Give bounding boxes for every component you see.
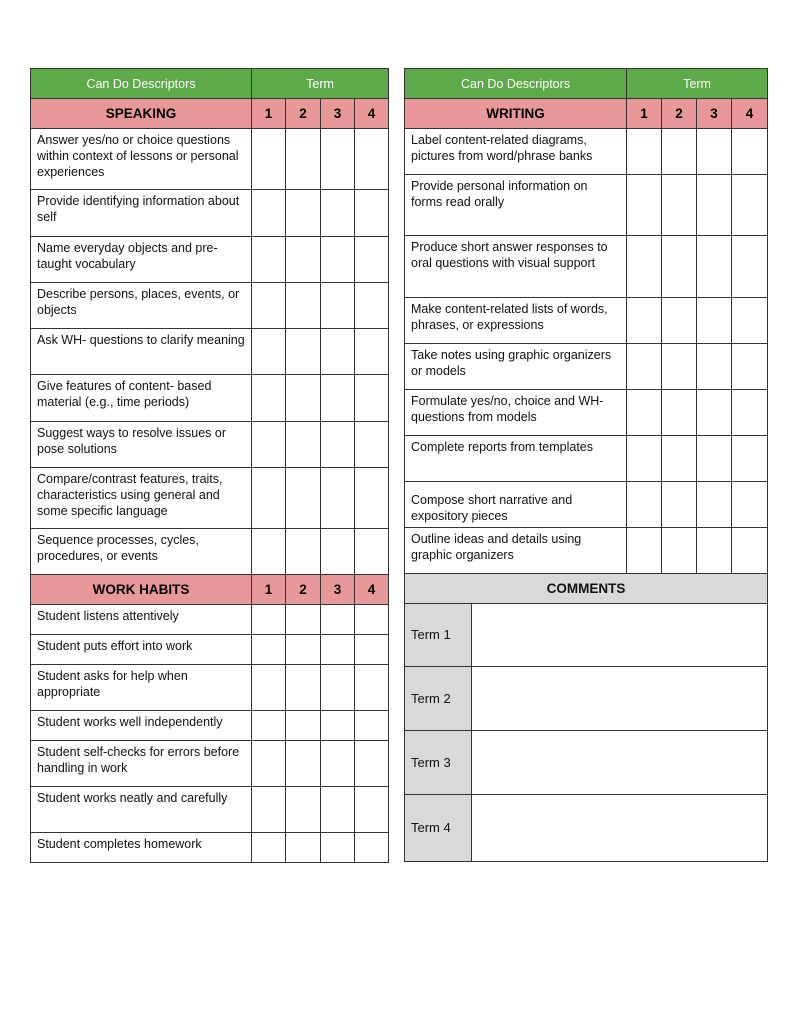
rating-cell[interactable] bbox=[252, 283, 286, 329]
rating-cell[interactable] bbox=[697, 298, 732, 344]
speaking-row bbox=[31, 129, 389, 190]
writing-row bbox=[405, 175, 768, 236]
rating-cell[interactable] bbox=[286, 329, 321, 375]
rating-cell[interactable] bbox=[732, 436, 768, 482]
rating-cell[interactable] bbox=[252, 665, 286, 711]
rating-cell[interactable] bbox=[697, 482, 732, 528]
rating-cell[interactable] bbox=[355, 190, 389, 237]
rating-cell[interactable] bbox=[286, 635, 321, 665]
term-number: 3 bbox=[321, 575, 355, 605]
rating-cell[interactable] bbox=[286, 422, 321, 468]
work-habits-row bbox=[31, 833, 389, 863]
rating-cell[interactable] bbox=[662, 436, 697, 482]
left-header-row bbox=[31, 69, 389, 99]
writing-header-row bbox=[405, 99, 768, 129]
rating-cell[interactable] bbox=[662, 528, 697, 574]
rating-cell[interactable] bbox=[252, 741, 286, 787]
speaking-title: SPEAKING bbox=[31, 99, 252, 129]
left-report-table bbox=[30, 68, 389, 863]
rating-cell[interactable] bbox=[252, 635, 286, 665]
descriptor-text: Label content-related diagrams, pictures from word/phrase banks bbox=[405, 129, 627, 175]
descriptor-text: Answer yes/no or choice questions within context of lessons or personal experiences bbox=[31, 129, 252, 190]
comment-row bbox=[405, 731, 768, 795]
rating-cell[interactable] bbox=[286, 787, 321, 833]
speaking-row bbox=[31, 237, 389, 283]
descriptor-text: Student puts effort into work bbox=[31, 635, 252, 665]
rating-cell[interactable] bbox=[252, 833, 286, 863]
rating-cell[interactable] bbox=[627, 129, 662, 175]
comment-row bbox=[405, 667, 768, 731]
term-number: 3 bbox=[321, 99, 355, 129]
rating-cell[interactable] bbox=[355, 665, 389, 711]
comment-term-label: Term 2 bbox=[405, 667, 472, 731]
rating-cell[interactable] bbox=[286, 237, 321, 283]
rating-cell[interactable] bbox=[321, 833, 355, 863]
descriptor-text: Take notes using graphic organizers or models bbox=[405, 344, 627, 390]
rating-cell[interactable] bbox=[321, 422, 355, 468]
rating-cell[interactable] bbox=[697, 390, 732, 436]
descriptor-text: Describe persons, places, events, or objects bbox=[31, 283, 252, 329]
rating-cell[interactable] bbox=[252, 529, 286, 575]
comment-field[interactable] bbox=[472, 667, 768, 731]
rating-cell[interactable] bbox=[321, 329, 355, 375]
term-number: 4 bbox=[732, 99, 768, 129]
rating-cell[interactable] bbox=[732, 390, 768, 436]
work-habits-row bbox=[31, 665, 389, 711]
rating-cell[interactable] bbox=[252, 190, 286, 237]
rating-cell[interactable] bbox=[286, 190, 321, 237]
speaking-row bbox=[31, 329, 389, 375]
writing-row bbox=[405, 236, 768, 298]
rating-cell[interactable] bbox=[252, 468, 286, 529]
rating-cell[interactable] bbox=[732, 528, 768, 574]
descriptor-text: Student asks for help when appropriate bbox=[31, 665, 252, 711]
comment-term-label: Term 1 bbox=[405, 604, 472, 667]
descriptor-text: Make content-related lists of words, phrases, or expressions bbox=[405, 298, 627, 344]
rating-cell[interactable] bbox=[355, 237, 389, 283]
speaking-row bbox=[31, 190, 389, 237]
term-number: 3 bbox=[697, 99, 732, 129]
right-report-table bbox=[404, 68, 768, 862]
rating-cell[interactable] bbox=[355, 711, 389, 741]
rating-cell[interactable] bbox=[286, 468, 321, 529]
comment-row bbox=[405, 795, 768, 862]
work-habits-title: WORK HABITS bbox=[31, 575, 252, 605]
rating-cell[interactable] bbox=[355, 741, 389, 787]
rating-cell[interactable] bbox=[627, 298, 662, 344]
rating-cell[interactable] bbox=[662, 390, 697, 436]
rating-cell[interactable] bbox=[321, 711, 355, 741]
comments-title: COMMENTS bbox=[405, 574, 768, 604]
descriptor-text: Ask WH- questions to clarify meaning bbox=[31, 329, 252, 375]
term-number: 4 bbox=[355, 575, 389, 605]
rating-cell[interactable] bbox=[252, 787, 286, 833]
rating-cell[interactable] bbox=[697, 528, 732, 574]
rating-cell[interactable] bbox=[355, 468, 389, 529]
rating-cell[interactable] bbox=[697, 129, 732, 175]
rating-cell[interactable] bbox=[697, 344, 732, 390]
rating-cell[interactable] bbox=[252, 422, 286, 468]
rating-cell[interactable] bbox=[286, 605, 321, 635]
rating-cell[interactable] bbox=[662, 236, 697, 298]
rating-cell[interactable] bbox=[252, 375, 286, 422]
work-habits-row bbox=[31, 605, 389, 635]
rating-cell[interactable] bbox=[355, 329, 389, 375]
rating-cell[interactable] bbox=[732, 298, 768, 344]
work-habits-row bbox=[31, 741, 389, 787]
work-habits-header-row bbox=[31, 575, 389, 605]
descriptor-text: Provide personal information on forms read orally bbox=[405, 175, 627, 236]
speaking-row bbox=[31, 422, 389, 468]
term-number: 2 bbox=[286, 575, 321, 605]
rating-cell[interactable] bbox=[697, 236, 732, 298]
work-habits-row bbox=[31, 711, 389, 741]
rating-cell[interactable] bbox=[627, 344, 662, 390]
rating-cell[interactable] bbox=[321, 190, 355, 237]
term-number: 4 bbox=[355, 99, 389, 129]
term-number: 1 bbox=[252, 99, 286, 129]
writing-row bbox=[405, 298, 768, 344]
descriptor-text: Give features of content- based material (e.g., time periods) bbox=[31, 375, 252, 422]
speaking-row bbox=[31, 375, 389, 422]
writing-row bbox=[405, 344, 768, 390]
term-header: Term bbox=[252, 69, 389, 99]
comments-header-row bbox=[405, 574, 768, 604]
rating-cell[interactable] bbox=[355, 833, 389, 863]
descriptors-header: Can Do Descriptors bbox=[405, 69, 627, 99]
descriptor-text: Student works neatly and carefully bbox=[31, 787, 252, 833]
descriptor-text: Student listens attentively bbox=[31, 605, 252, 635]
term-header: Term bbox=[627, 69, 768, 99]
writing-title: WRITING bbox=[405, 99, 627, 129]
rating-cell[interactable] bbox=[321, 237, 355, 283]
rating-cell[interactable] bbox=[662, 482, 697, 528]
descriptor-text: Student self-checks for errors before handling in work bbox=[31, 741, 252, 787]
rating-cell[interactable] bbox=[286, 833, 321, 863]
rating-cell[interactable] bbox=[732, 482, 768, 528]
rating-cell[interactable] bbox=[697, 175, 732, 236]
rating-cell[interactable] bbox=[252, 129, 286, 190]
rating-cell[interactable] bbox=[662, 298, 697, 344]
writing-row bbox=[405, 390, 768, 436]
rating-cell[interactable] bbox=[321, 605, 355, 635]
term-number: 2 bbox=[286, 99, 321, 129]
rating-cell[interactable] bbox=[321, 741, 355, 787]
comment-field[interactable] bbox=[472, 731, 768, 795]
descriptor-text: Compose short narrative and expository pieces bbox=[405, 482, 627, 528]
rating-cell[interactable] bbox=[355, 129, 389, 190]
speaking-header-row bbox=[31, 99, 389, 129]
comment-field[interactable] bbox=[472, 795, 768, 862]
descriptor-text: Provide identifying information about self bbox=[31, 190, 252, 237]
descriptor-text: Outline ideas and details using graphic organizers bbox=[405, 528, 627, 574]
writing-row bbox=[405, 436, 768, 482]
comment-term-label: Term 3 bbox=[405, 731, 472, 795]
term-number: 1 bbox=[627, 99, 662, 129]
writing-row bbox=[405, 528, 768, 574]
rating-cell[interactable] bbox=[627, 436, 662, 482]
right-header-row bbox=[405, 69, 768, 99]
rating-cell[interactable] bbox=[662, 344, 697, 390]
rating-cell[interactable] bbox=[732, 236, 768, 298]
descriptor-text: Sequence processes, cycles, procedures, or events bbox=[31, 529, 252, 575]
rating-cell[interactable] bbox=[286, 741, 321, 787]
writing-row bbox=[405, 129, 768, 175]
rating-cell[interactable] bbox=[627, 236, 662, 298]
rating-cell[interactable] bbox=[627, 482, 662, 528]
rating-cell[interactable] bbox=[252, 237, 286, 283]
rating-cell[interactable] bbox=[355, 422, 389, 468]
rating-cell[interactable] bbox=[321, 468, 355, 529]
rating-cell[interactable] bbox=[286, 375, 321, 422]
rating-cell[interactable] bbox=[697, 436, 732, 482]
descriptor-text: Complete reports from templates bbox=[405, 436, 627, 482]
rating-cell[interactable] bbox=[355, 787, 389, 833]
rating-cell[interactable] bbox=[627, 528, 662, 574]
rating-cell[interactable] bbox=[662, 129, 697, 175]
rating-cell[interactable] bbox=[286, 129, 321, 190]
comment-row bbox=[405, 604, 768, 667]
rating-cell[interactable] bbox=[286, 283, 321, 329]
rating-cell[interactable] bbox=[252, 329, 286, 375]
rating-cell[interactable] bbox=[321, 665, 355, 711]
rating-cell[interactable] bbox=[286, 711, 321, 741]
rating-cell[interactable] bbox=[321, 787, 355, 833]
rating-cell[interactable] bbox=[286, 665, 321, 711]
rating-cell[interactable] bbox=[732, 175, 768, 236]
descriptor-text: Formulate yes/no, choice and WH- questions from models bbox=[405, 390, 627, 436]
work-habits-row bbox=[31, 635, 389, 665]
rating-cell[interactable] bbox=[321, 529, 355, 575]
term-number: 2 bbox=[662, 99, 697, 129]
rating-cell[interactable] bbox=[355, 529, 389, 575]
rating-cell[interactable] bbox=[321, 283, 355, 329]
rating-cell[interactable] bbox=[321, 129, 355, 190]
speaking-row bbox=[31, 468, 389, 529]
rating-cell[interactable] bbox=[732, 344, 768, 390]
rating-cell[interactable] bbox=[252, 605, 286, 635]
term-number: 1 bbox=[252, 575, 286, 605]
rating-cell[interactable] bbox=[355, 605, 389, 635]
descriptor-text: Compare/contrast features, traits, characteristics using general and some specific language bbox=[31, 468, 252, 529]
descriptor-text: Student completes homework bbox=[31, 833, 252, 863]
work-habits-row bbox=[31, 787, 389, 833]
rating-cell[interactable] bbox=[355, 635, 389, 665]
rating-cell[interactable] bbox=[627, 175, 662, 236]
speaking-row bbox=[31, 283, 389, 329]
rating-cell[interactable] bbox=[355, 375, 389, 422]
speaking-row bbox=[31, 529, 389, 575]
rating-cell[interactable] bbox=[252, 711, 286, 741]
comment-term-label: Term 4 bbox=[405, 795, 472, 862]
descriptor-text: Produce short answer responses to oral questions with visual support bbox=[405, 236, 627, 298]
rating-cell[interactable] bbox=[321, 635, 355, 665]
rating-cell[interactable] bbox=[286, 529, 321, 575]
descriptor-text: Suggest ways to resolve issues or pose solutions bbox=[31, 422, 252, 468]
writing-row bbox=[405, 482, 768, 528]
comment-field[interactable] bbox=[472, 604, 768, 667]
descriptor-text: Name everyday objects and pre-taught vocabulary bbox=[31, 237, 252, 283]
rating-cell[interactable] bbox=[355, 283, 389, 329]
rating-cell[interactable] bbox=[662, 175, 697, 236]
rating-cell[interactable] bbox=[732, 129, 768, 175]
descriptor-text: Student works well independently bbox=[31, 711, 252, 741]
rating-cell[interactable] bbox=[627, 390, 662, 436]
rating-cell[interactable] bbox=[321, 375, 355, 422]
descriptors-header: Can Do Descriptors bbox=[31, 69, 252, 99]
